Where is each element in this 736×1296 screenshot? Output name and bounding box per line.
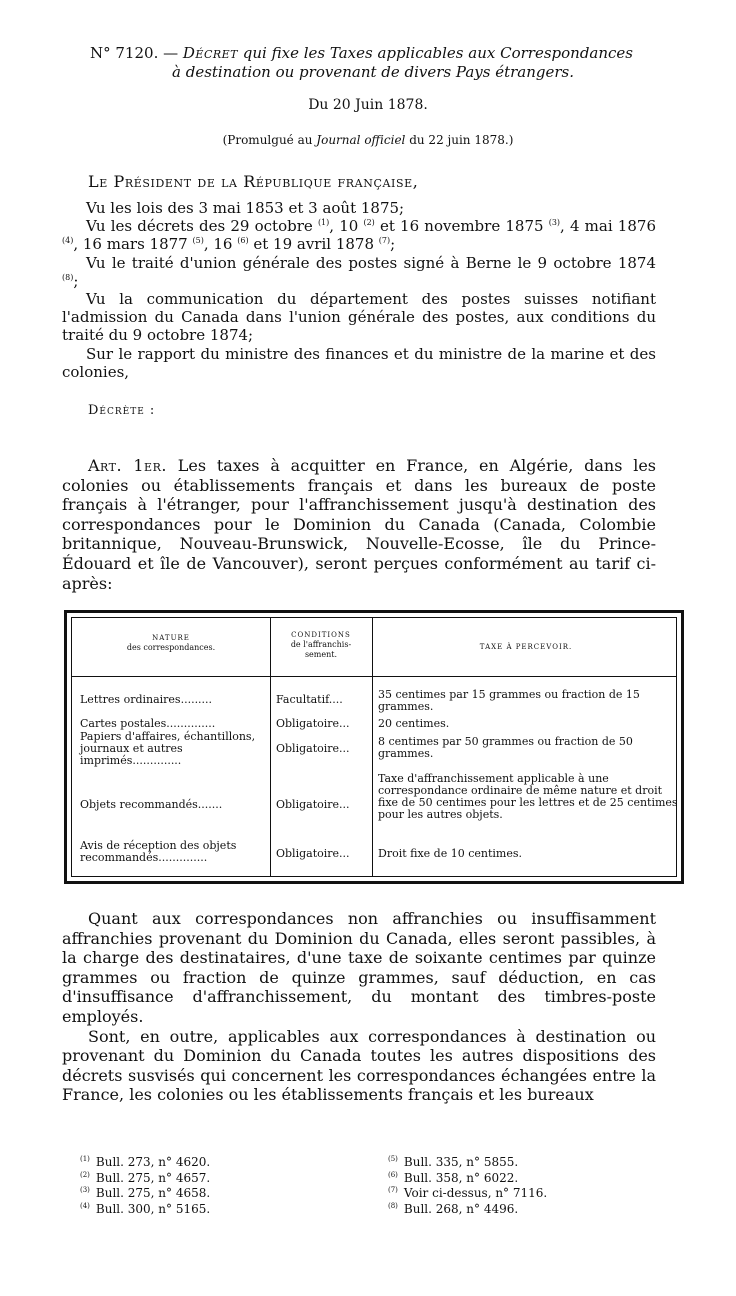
footnote (388, 1202, 547, 1218)
c2-d: , 4 mai 1876 (560, 217, 656, 236)
footnote-ref-5: (5) (192, 236, 204, 246)
row-4-condition: Obligatoire... (276, 798, 350, 811)
header-nature-1: NATURE (152, 634, 190, 642)
c2-f: , 16 (203, 235, 238, 254)
promulgation-note (0, 133, 736, 147)
article-1-label: Art. 1er. (88, 456, 167, 475)
row-1-nature: Lettres ordinaires......... (80, 693, 213, 706)
journal-officiel: Journal officiel (316, 133, 406, 147)
c3-b: ; (73, 271, 79, 290)
row-2-taxe: 20 centimes. (378, 717, 450, 730)
header-nature (72, 633, 270, 653)
footnote (388, 1155, 547, 1171)
footnote (388, 1171, 547, 1187)
footnote-text: Bull. 275, n° 4657. (95, 1170, 211, 1185)
row-4-taxe: Taxe d'affranchissement applicable à une correspondance ordinaire de même nature et droit fixe de 50 centimes pour les lettres et de 25 centimes pour les autres objets. (378, 772, 678, 821)
footnote-text: Bull. 358, n° 6022. (403, 1170, 519, 1185)
footnote-ref-4: (4) (62, 236, 74, 246)
promulgation-before: (Promulgué au (222, 133, 317, 147)
footnote-text: Bull. 268, n° 4496. (403, 1201, 519, 1216)
title-line-2: à destination ou provenant de divers Pays étrangers. (172, 63, 575, 81)
header-conditions-3: sement. (304, 650, 338, 659)
footnote (80, 1171, 210, 1187)
header-conditions (270, 630, 372, 660)
footnote-mark: (2) (80, 1170, 90, 1179)
c2-e: , 16 mars 1877 (73, 235, 193, 254)
footnote-ref-6: (6) (237, 236, 249, 246)
row-5-condition: Obligatoire... (276, 847, 350, 860)
row-1-condition: Facultatif.... (276, 693, 343, 706)
footnote-text: Bull. 300, n° 5165. (95, 1201, 211, 1216)
considerant-laws: Vu les lois des 3 mai 1853 et 3 août 1875; (86, 199, 405, 217)
footnote-mark: (8) (388, 1201, 398, 1210)
considerant-report: Sur le rapport du ministre des finances et du ministre de la marine et des colonies, (62, 344, 656, 381)
footnote-text: Bull. 273, n° 4620. (95, 1155, 211, 1169)
footnote-ref-8: (8) (62, 272, 74, 282)
footnote-mark: (7) (388, 1186, 398, 1194)
footnote-text: Voir ci-dessus, n° 7116. (403, 1186, 548, 1200)
decree-number: N° 7120. — (90, 44, 179, 62)
considerant-decrees (62, 217, 656, 253)
column-divider-2 (372, 618, 373, 876)
paragraph-other-provisions: Sont, en outre, applicables aux correspondances à destination ou provenant du Dominion du Canada toutes les autres dispositions des décrets susvisés qui concernent les correspondances échangées entre la France, les colonies ou les établissements français et les bureaux (62, 1026, 656, 1105)
row-2-nature: Cartes postales.............. (80, 717, 216, 730)
c2-h: ; (390, 235, 396, 254)
footnote (388, 1186, 547, 1202)
president-heading: Le Président de la République française, (88, 172, 419, 191)
header-conditions-2: de l'affranchis- (290, 640, 352, 649)
row-3-taxe: 8 centimes par 50 grammes ou fraction de 50 grammes. (378, 735, 633, 760)
row-1-taxe: 35 centimes par 15 grammes ou fraction de 15 grammes. (378, 688, 640, 713)
footnote-mark: (4) (80, 1201, 90, 1210)
row-5-nature: Avis de réception des objets recommandés.............. (80, 839, 237, 864)
decree-date: Du 20 Juin 1878. (308, 97, 428, 113)
footnotes-left (80, 1155, 210, 1217)
header-divider (72, 676, 676, 677)
footnote (80, 1155, 210, 1171)
c2-b: , 10 (329, 217, 364, 236)
footnote-text: Bull. 335, n° 5855. (403, 1155, 519, 1169)
footnote-mark: (3) (80, 1186, 90, 1194)
row-2-condition: Obligatoire... (276, 717, 350, 730)
considerant-communication: Vu la communication du département des postes suisses notifiant l'admission du Canada dans l'union générale des postes, aux conditions du traité du 9 octobre 1874; (62, 290, 656, 345)
row-3-condition: Obligatoire... (276, 742, 350, 755)
considerant-treaty (62, 254, 656, 290)
considerants (62, 199, 656, 381)
header-taxe (372, 642, 680, 652)
footnote-ref-3: (3) (548, 218, 561, 228)
header-taxe-label: TAXE À PERCEVOIR. (479, 643, 573, 651)
paragraph-unpaid-mail: Quant aux correspondances non affranchies ou insuffisamment affranchies provenant du Dominion du Canada, elles seront passibles, à la charge des destinataires, d'une taxe de soixante centimes par quinze grammes ou fraction de quinze grammes, sauf déduction, en cas d'insuffisance d'affranchissement, du montant des timbres-poste employés. (62, 909, 656, 1026)
decree-word: Décret (182, 44, 239, 62)
header-nature-2: des correspondances. (126, 643, 216, 652)
footnote-text: Bull. 275, n° 4658. (95, 1186, 211, 1200)
footnote-mark: (1) (80, 1155, 90, 1163)
footnotes-right (388, 1155, 547, 1217)
row-4-nature: Objets recommandés....... (80, 798, 223, 811)
footnote-ref-1: (1) (317, 218, 330, 228)
c3-a: Vu le traité d'union générale des postes signé à Berne le 9 octobre 1874 (86, 253, 656, 272)
footnote (80, 1186, 210, 1202)
promulgation-after: du 22 juin 1878.) (405, 133, 514, 147)
title-line-1: qui fixe les Taxes applicables aux Correspondances (238, 44, 634, 62)
footnote-ref-7: (7) (378, 236, 391, 246)
article-1-text: Les taxes à acquitter en France, en Algérie, dans les colonies ou établissements français et dans les bureaux de poste français à l'étranger, pour l'affranchissement jusqu'à destination des correspondances pour le Dominion du Canada (Canada, Colombie britannique, Nouveau-Brunswick, Nouvelle-Ecosse, île du Prince-Édouard et île de Vancouver), seront perçues conformément au tarif ci-après: (62, 456, 657, 593)
footnote-mark: (5) (388, 1155, 398, 1163)
decrete-heading: Décrète : (88, 403, 156, 418)
footnote-ref-2: (2) (363, 218, 375, 228)
row-5-taxe: Droit fixe de 10 centimes. (378, 847, 522, 860)
tariff-table (64, 610, 684, 884)
article-1 (62, 456, 656, 593)
tariff-table-inner (71, 617, 677, 877)
c2-c: et 16 novembre 1875 (374, 217, 549, 236)
c2-a: Vu les décrets des 29 octobre (86, 217, 318, 236)
closing-paragraphs (62, 909, 656, 1105)
decree-title (90, 44, 690, 82)
footnote-mark: (6) (388, 1170, 398, 1179)
header-conditions-1: CONDITIONS (291, 631, 351, 639)
c2-g: et 19 avril 1878 (248, 235, 379, 254)
row-3-nature: Papiers d'affaires, échantillons, journaux et autres imprimés.............. (80, 730, 256, 767)
footnote (80, 1202, 210, 1218)
